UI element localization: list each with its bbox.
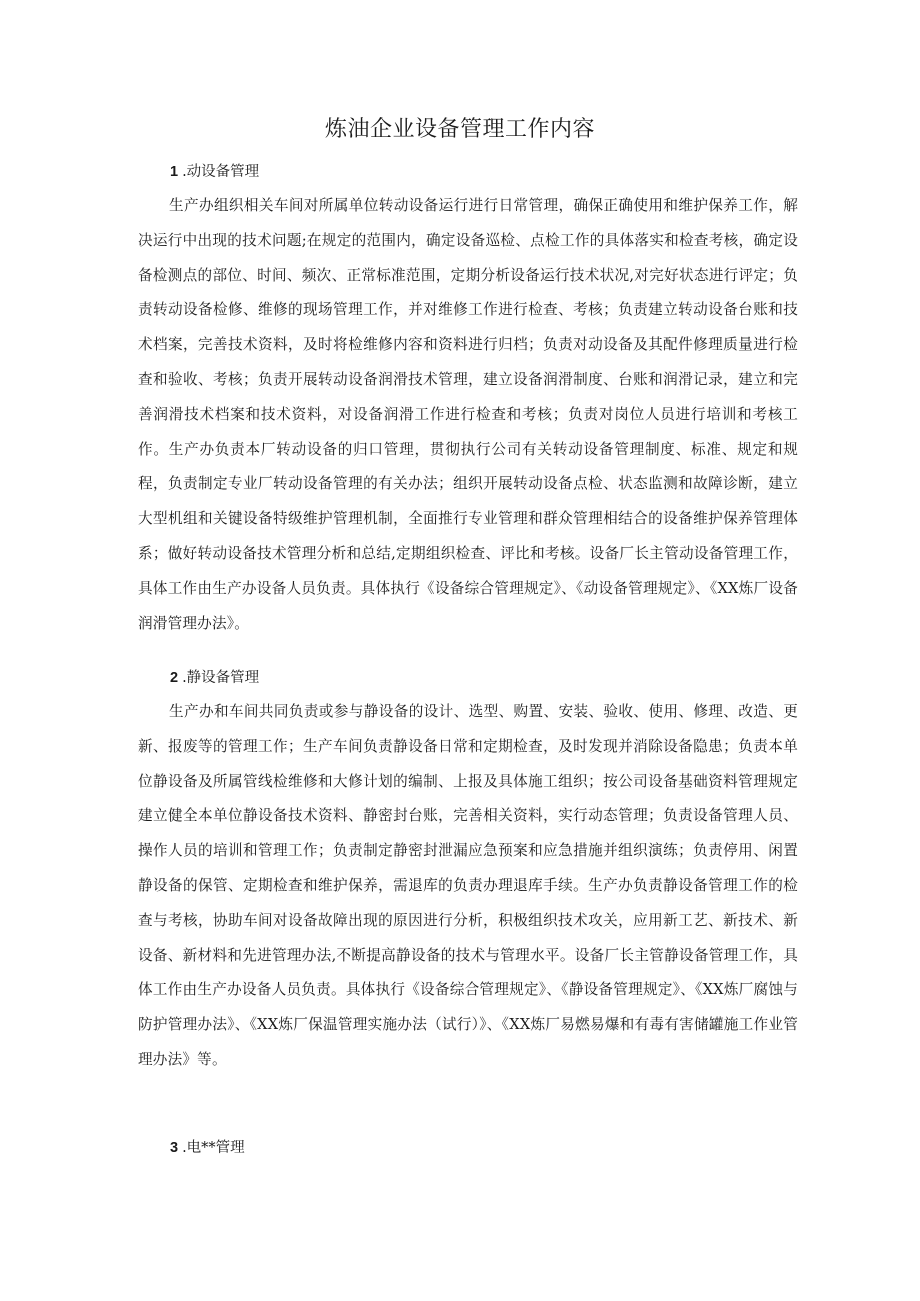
section-heading-electrical — [170, 1136, 245, 1157]
document-title: 炼油企业设备管理工作内容 — [324, 117, 595, 142]
section-heading-text: .电**管理 — [182, 1140, 245, 1156]
section-heading-rotating-equipment — [170, 160, 259, 181]
section-number: 1 — [170, 164, 179, 180]
section-heading-text: .动设备管理 — [182, 164, 260, 180]
section-number: 3 — [170, 1140, 179, 1156]
section-body-rotating-equipment: 生产办组织相关车间对所属单位转动设备运行进行日常管理，确保正确使用和维护保养工作，解决运行中出现的技术问题;在规定的范围内，确定设备巡检、点检工作的具体落实和检查考核，确定设备检测点的部位、时间、频次、正常标准范围，定期分析设备运行技术状况,对完好状态进行评定；负责转动设备检修、维修的现场管理工作，并对维修工作进行检查、考核；负责建立转动设备台账和技术档案，完善技术资料，及时将检维修内容和资料进行归档；负责对动设备及其配件修理质量进行检查和验收、考核；负责开展转动设备润滑技术管理，建立设备润滑制度、台账和润滑记录，建立和完善润滑技术档案和技术资料，对设备润滑工作进行检查和考核；负责对岗位人员进行培训和考核工作。生产办负责本厂转动设备的归口管理，贯彻执行公司有关转动设备管理制度、标准、规定和规程，负责制定专业厂转动设备管理的有关办法；组织开展转动设备点检、状态监测和故障诊断，建立大型机组和关键设备特级维护管理机制，全面推行专业管理和群众管理相结合的设备维护保养管理体系；做好转动设备技术管理分析和总结,定期组织检查、评比和考核。设备厂长主管动设备管理工作，具体工作由生产办设备人员负责。具体执行《设备综合管理规定》、《动设备管理规定》、《XX炼厂设备润滑管理办法》。 — [138, 197, 798, 632]
section-heading-static-equipment — [170, 666, 259, 687]
section-body-static-equipment: 生产办和车间共同负责或参与静设备的设计、选型、购置、安装、验收、使用、修理、改造、更新、报废等的管理工作；生产车间负责静设备日常和定期检查，及时发现并消除设备隐患；负责本单位静设备及所属管线检维修和大修计划的编制、上报及具体施工组织；按公司设备基础资料管理规定建立健全本单位静设备技术资料、静密封台账，完善相关资料，实行动态管理；负责设备管理人员、操作人员的培训和管理工作；负责制定静密封泄漏应急预案和应急措施并组织演练；负责停用、闲置静设备的保管、定期检查和维护保养，需退库的负责办理退库手续。生产办负责静设备管理工作的检查与考核，协助车间对设备故障出现的原因进行分析，积极组织技术攻关，应用新工艺、新技术、新设备、新材料和先进管理办法,不断提高静设备的技术与管理水平。设备厂长主管静设备管理工作，具体工作由生产办设备人员负责。具体执行《设备综合管理规定》、《静设备管理规定》、《XX炼厂腐蚀与防护管理办法》、《XX炼厂保温管理实施办法（试行）》、《XX炼厂易燃易爆和有毒有害储罐施工作业管理办法》等。 — [138, 703, 798, 1068]
section-heading-text: .静设备管理 — [182, 670, 260, 686]
section-number: 2 — [170, 670, 179, 686]
